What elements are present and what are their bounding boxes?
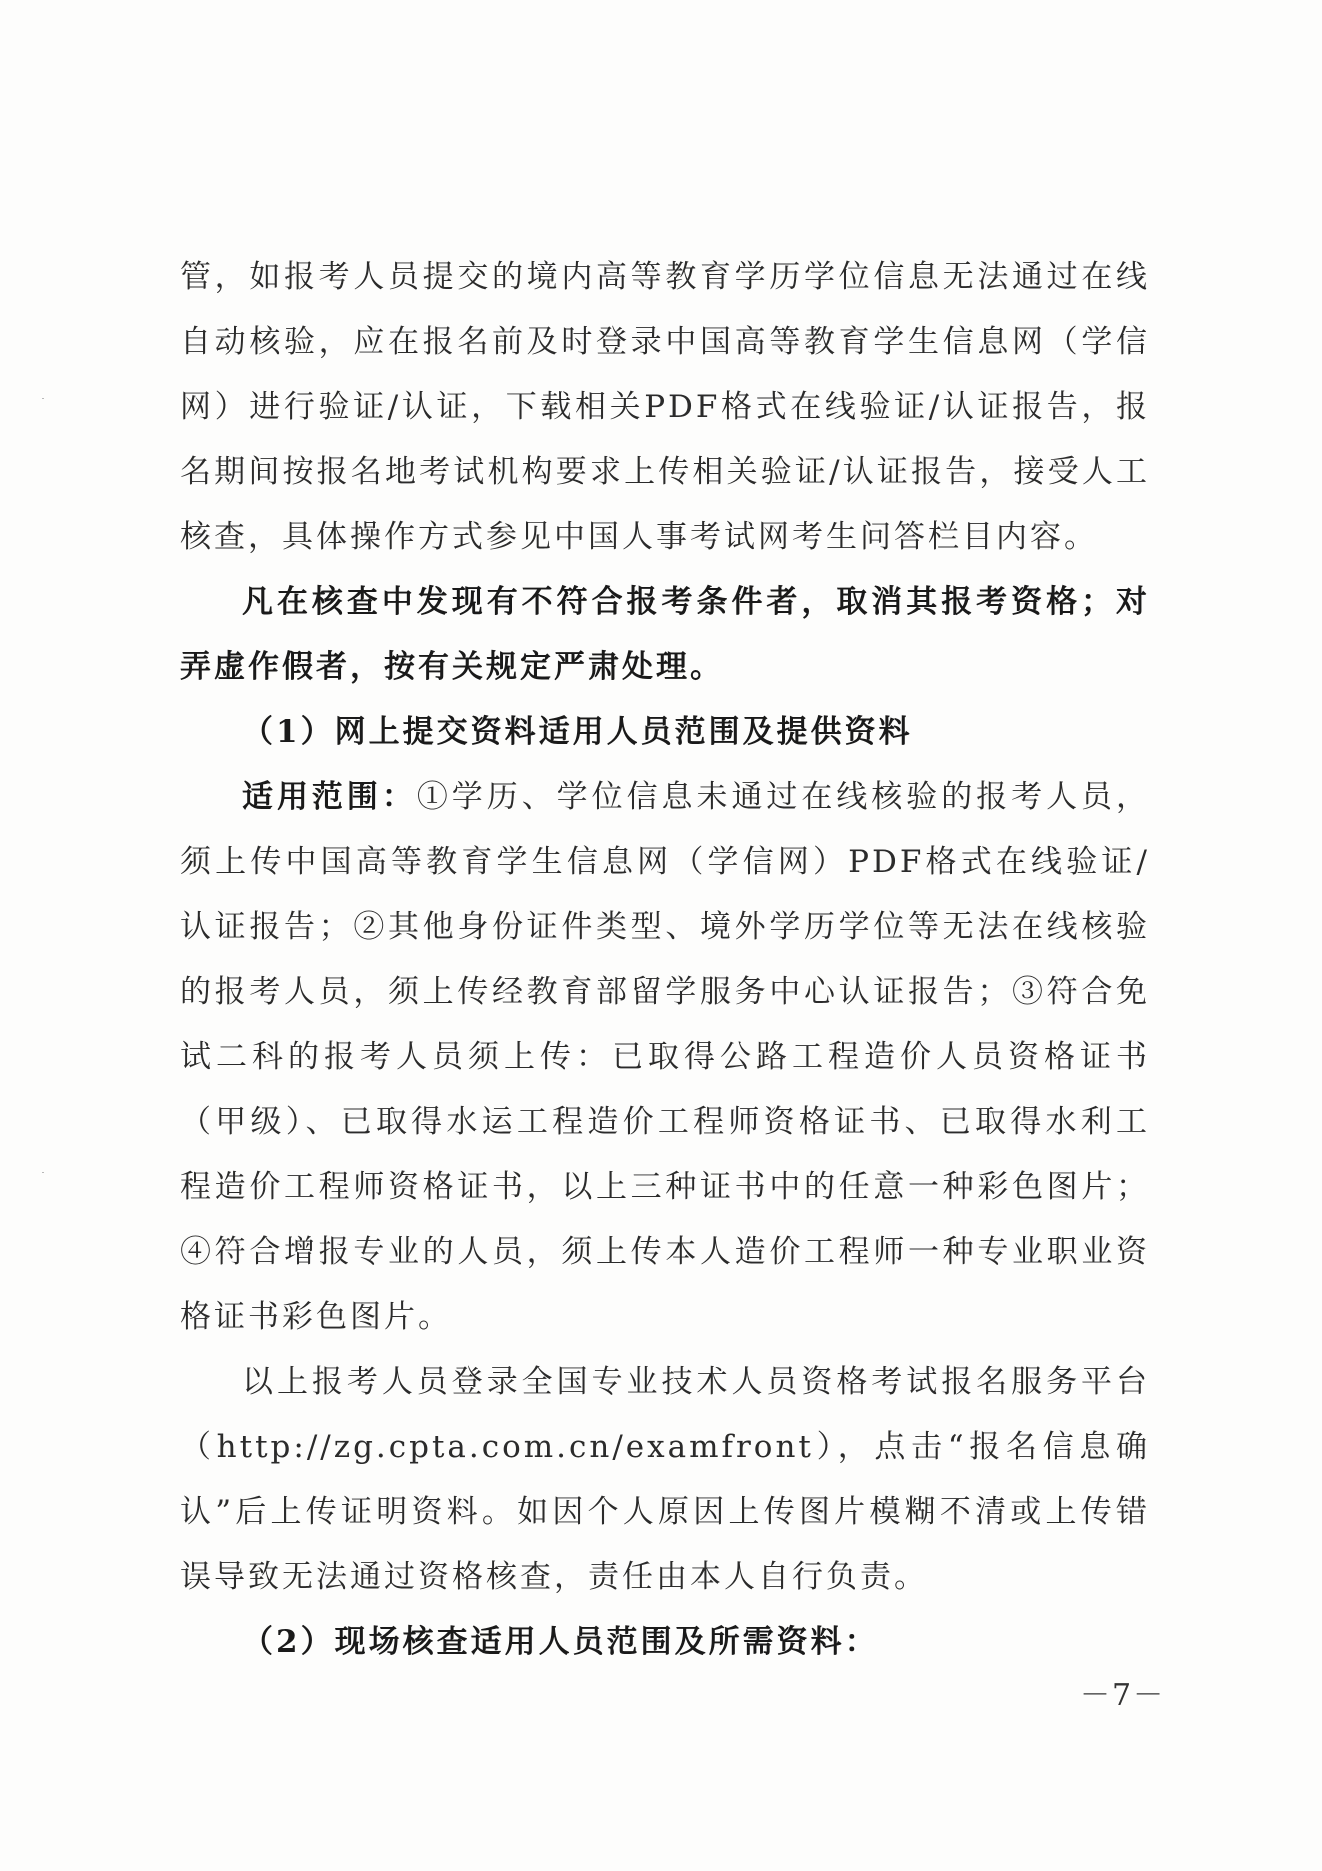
section-heading-onsite: （2）现场核查适用人员范围及所需资料： <box>242 1624 879 1660</box>
scan-mark <box>42 398 44 399</box>
paragraph-warning: 凡在核查中发现有不符合报考条件者，取消其报考资格；对弄虚作假者，按有关规定严肃处理。 <box>180 584 1150 685</box>
scan-mark <box>42 1172 44 1173</box>
paragraph-upload-instructions: 以上报考人员登录全国专业技术人员资格考试报名服务平台（http://zg.cpta.com.cn/examfront），点击“报名信息确认”后上传证明资料。如因个人原因上传图片模糊不清或上传错误导致无法通过资格核查，责任由本人自行负责。 <box>180 1364 1150 1595</box>
page-number: －7－ <box>1080 1678 1166 1713</box>
section-heading-online: （1）网上提交资料适用人员范围及提供资料 <box>242 714 913 750</box>
scope-text: ①学历、学位信息未通过在线核验的报考人员，须上传中国高等教育学生信息网（学信网）PDF格式在线验证/认证报告；②其他身份证件类型、境外学历学位等无法在线核验的报考人员，须上传经教育部留学服务中心认证报告；③符合免试二科的报考人员须上传：已取得公路工程造价人员资格证书（甲级）、已取得水运工程造价工程师资格证书、已取得水利工程造价工程师资格证书，以上三种证书中的任意一种彩色图片；④符合增报专业的人员，须上传本人造价工程师一种专业职业资格证书彩色图片。 <box>180 779 1151 1335</box>
paragraph-scope <box>180 765 1150 1350</box>
document-body <box>180 245 1150 1675</box>
paragraph-verification: 管，如报考人员提交的境内高等教育学历学位信息无法通过在线自动核验，应在报名前及时登录中国高等教育学生信息网（学信网）进行验证/认证，下载相关PDF格式在线验证/认证报告，报名期间按报名地考试机构要求上传相关验证/认证报告，接受人工核查，具体操作方式参见中国人事考试网考生问答栏目内容。 <box>180 259 1150 555</box>
scope-label: 适用范围： <box>242 779 417 815</box>
